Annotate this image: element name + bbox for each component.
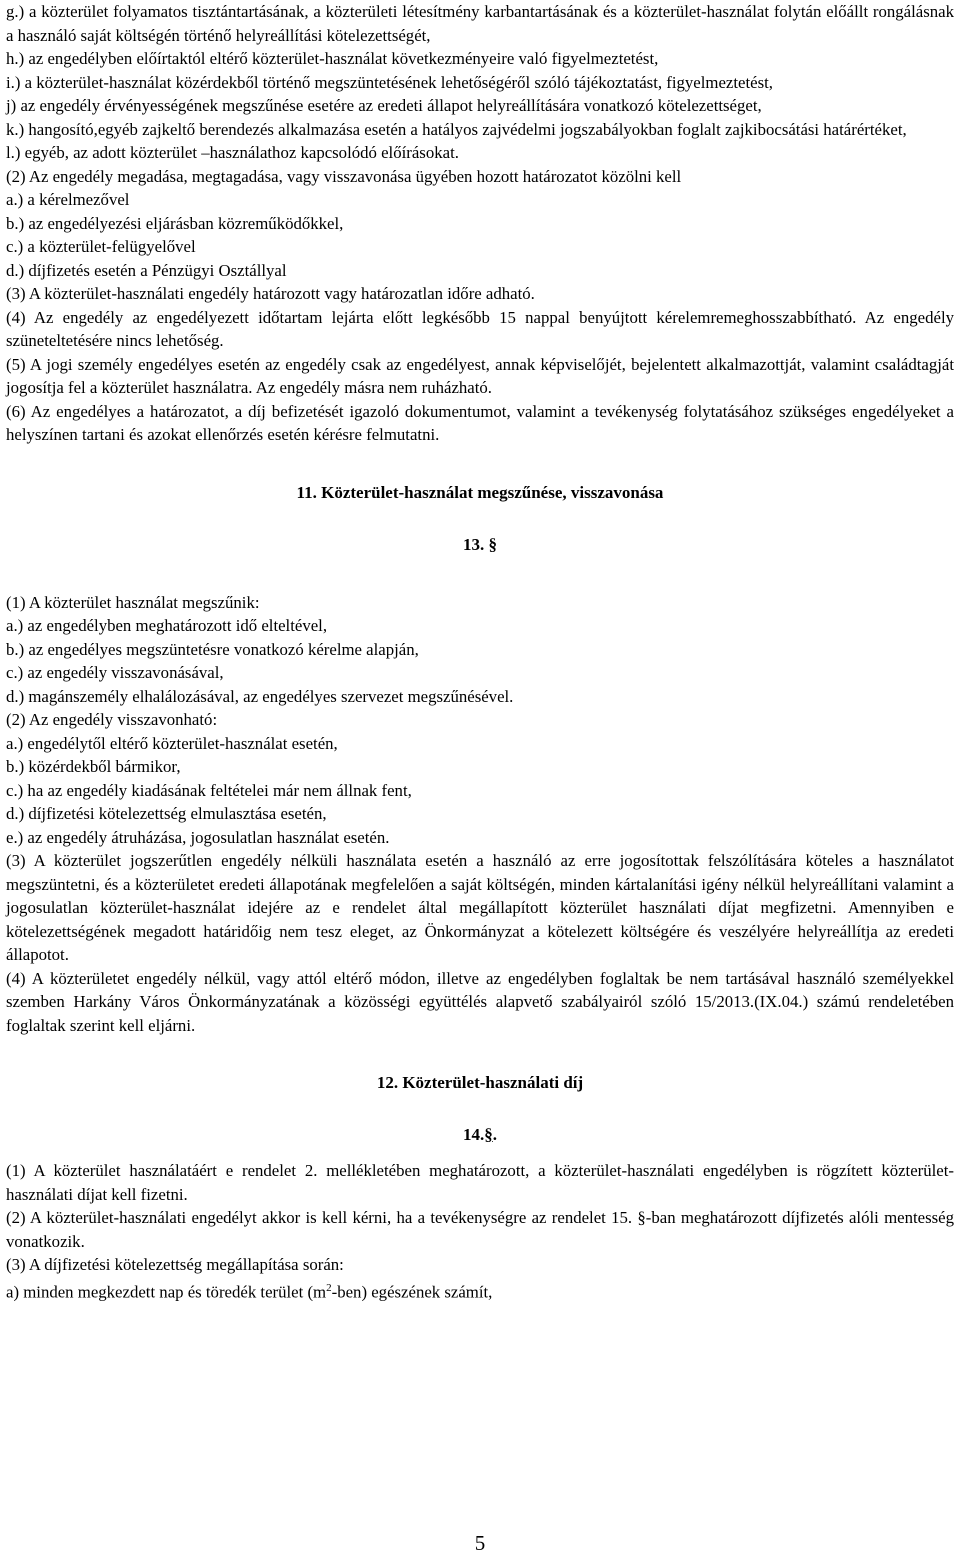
section-number: 14. <box>463 1125 485 1144</box>
ch11-paragraph: c.) az engedély visszavonásával, <box>6 663 224 682</box>
ch11-paragraph: b.) az engedélyes megszüntetésre vonatkozó kérelme alapján, <box>6 639 419 659</box>
last-line-text: a) minden megkezdett nap és töredék terület (m <box>6 1282 327 1302</box>
ch11-paragraph: (3) A közterület jogszerűtlen engedély nélküli használata esetén a használó az erre jogosítottak felszólítására köteles a használatot megszüntetni, és a közterületet eredeti állapotának megfelelően a saját költségén, minden kártalanítási igény nélkül helyreállítani valamint a jogosulatlan közterület-használat idejére az e rendelet által megállapított közterület használati díjat megfizetni. Amennyiben e kötelezettségének megadott határidőig nem tesz eleget, az Önkormányzat a kötelezett költségére és veszélyére helyreállítja az eredeti állapotot. <box>6 851 954 964</box>
ch11-paragraph: d.) díjfizetési kötelezettség elmulasztása esetén, <box>6 804 327 823</box>
paragraph-5: (5) A jogi személy engedélyes esetén az engedély csak az engedélyest, annak képviselőjét, bejelentett alkalmazottját, valamint családtagját jogosítja fel a közterület használatra. Az engedély másra nem ruházható. <box>6 354 954 397</box>
section-13-heading <box>6 533 954 557</box>
ch11-paragraph: b.) közérdekből bármikor, <box>6 757 181 776</box>
ch11-paragraph: d.) magánszemély elhalálozásával, az engedélyes szervezet megszűnésével. <box>6 686 514 706</box>
superscript: 2 <box>326 1281 332 1294</box>
item-k: k.) hangosító,egyéb zajkeltő berendezés alkalmazása esetén a hatályos zajvédelmi jogszabályokban foglalt zajkibocsátási határértéket, <box>6 119 907 139</box>
paragraph-3: (3) A közterület-használati engedély határozott vagy határozatlan időre adható. <box>6 284 535 303</box>
section-sign: § <box>488 534 497 554</box>
item-j: j) az engedély érvényességének megszűnése esetére az eredeti állapot helyreállítására vonatkozó kötelezettséget, <box>6 96 762 115</box>
section-sign: § <box>484 1125 493 1144</box>
ch11-paragraph: a.) az engedélyben meghatározott idő elteltével, <box>6 616 328 635</box>
page-number: 5 <box>474 1531 486 1555</box>
ch11-paragraph: (1) A közterület használat megszűnik: <box>6 592 260 612</box>
item-g: g.) a közterület folyamatos tisztántartásának, a közterületi létesítmény karbantartásának és a közterület-használat folytán előállt rongálásnak a használó saját költségén történő helyreállítási kötelezettségét, <box>6 2 954 45</box>
ch12-last-line <box>6 1277 954 1304</box>
ch11-paragraph: c.) ha az engedély kiadásának feltételei már nem állnak fent, <box>6 780 412 800</box>
paragraph-6: (6) Az engedélyes a határozatot, a díj befizetését igazoló dokumentumot, valamint a tevékenység folytatásához szükséges engedélyeket a helyszínen tartani és azokat ellenőrzés esetén kérésre felmutatni. <box>6 401 954 444</box>
ch12-paragraph: (3) A díjfizetési kötelezettség megállapítása során: <box>6 1255 344 1274</box>
ch11-paragraph: e.) az engedély átruházása, jogosulatlan használat esetén. <box>6 827 390 847</box>
chapter-11-body <box>6 591 954 1038</box>
ch11-paragraph: a.) engedélytől eltérő közterület-használat esetén, <box>6 733 338 753</box>
section-number: 13. <box>463 534 485 554</box>
item-d: d.) díjfizetés esetén a Pénzügyi Osztállyal <box>6 260 287 280</box>
section-14-heading <box>6 1123 954 1147</box>
document-body <box>6 0 954 1304</box>
ch11-paragraph: (4) A közterületet engedély nélkül, vagy attól eltérő módon, illetve az engedélyben foglaltak be nem tartásával használó személyekkel szemben Harkány Város Önkormányzatának a közösségi együttélés alapvető szabályairól szóló 15/2013.(IX.04.) számú rendeletében foglaltak szerint kell eljárni. <box>6 968 954 1035</box>
ch12-paragraph: (2) A közterület-használati engedélyt akkor is kell kérni, ha a tevékenységre az rendelet 15. §-ban meghatározott díjfizetés alóli mentesség vonatkozik. <box>6 1208 954 1251</box>
item-b: b.) az engedélyezési eljárásban közreműködőkkel, <box>6 213 344 233</box>
ch12-paragraph: (1) A közterület használatáért e rendelet 2. mellékletében meghatározott, a közterület-használati engedélyben is rögzített közterület-használati díjat kell fizetni. <box>6 1161 954 1204</box>
paragraph-4: (4) Az engedély az engedélyezett időtartam lejárta előtt legkésőbb 15 nappal benyújtott kérelemremeghosszabbítható. Az engedély szüneteltetésére nincs lehetőség. <box>6 307 954 350</box>
chapter-11-title: 11. Közterület-használat megszűnése, visszavonása <box>296 482 664 502</box>
section-tail: . <box>492 1125 497 1144</box>
item-h: h.) az engedélyben előírtaktól eltérő közterület-használat következményeire való figyelmeztetést, <box>6 49 659 68</box>
ch11-paragraph: (2) Az engedély visszavonható: <box>6 710 218 729</box>
top-block <box>6 0 954 447</box>
last-line-tail: -ben) egészének számít, <box>331 1282 493 1302</box>
item-i: i.) a közterület-használat közérdekből történő megszüntetésének lehetőségéről szóló tájékoztatást, figyelmeztetést, <box>6 72 773 92</box>
item-a: a.) a kérelmezővel <box>6 190 130 209</box>
item-l: l.) egyéb, az adott közterület –használathoz kapcsolódó előírásokat. <box>6 143 459 162</box>
paragraph-2: (2) Az engedély megadása, megtagadása, vagy visszavonása ügyében hozott határozatot közölni kell <box>6 166 682 186</box>
item-c: c.) a közterület-felügyelővel <box>6 237 196 256</box>
chapter-12-title: 12. Közterület-használati díj <box>376 1073 584 1092</box>
chapter-12-body <box>6 1159 954 1304</box>
